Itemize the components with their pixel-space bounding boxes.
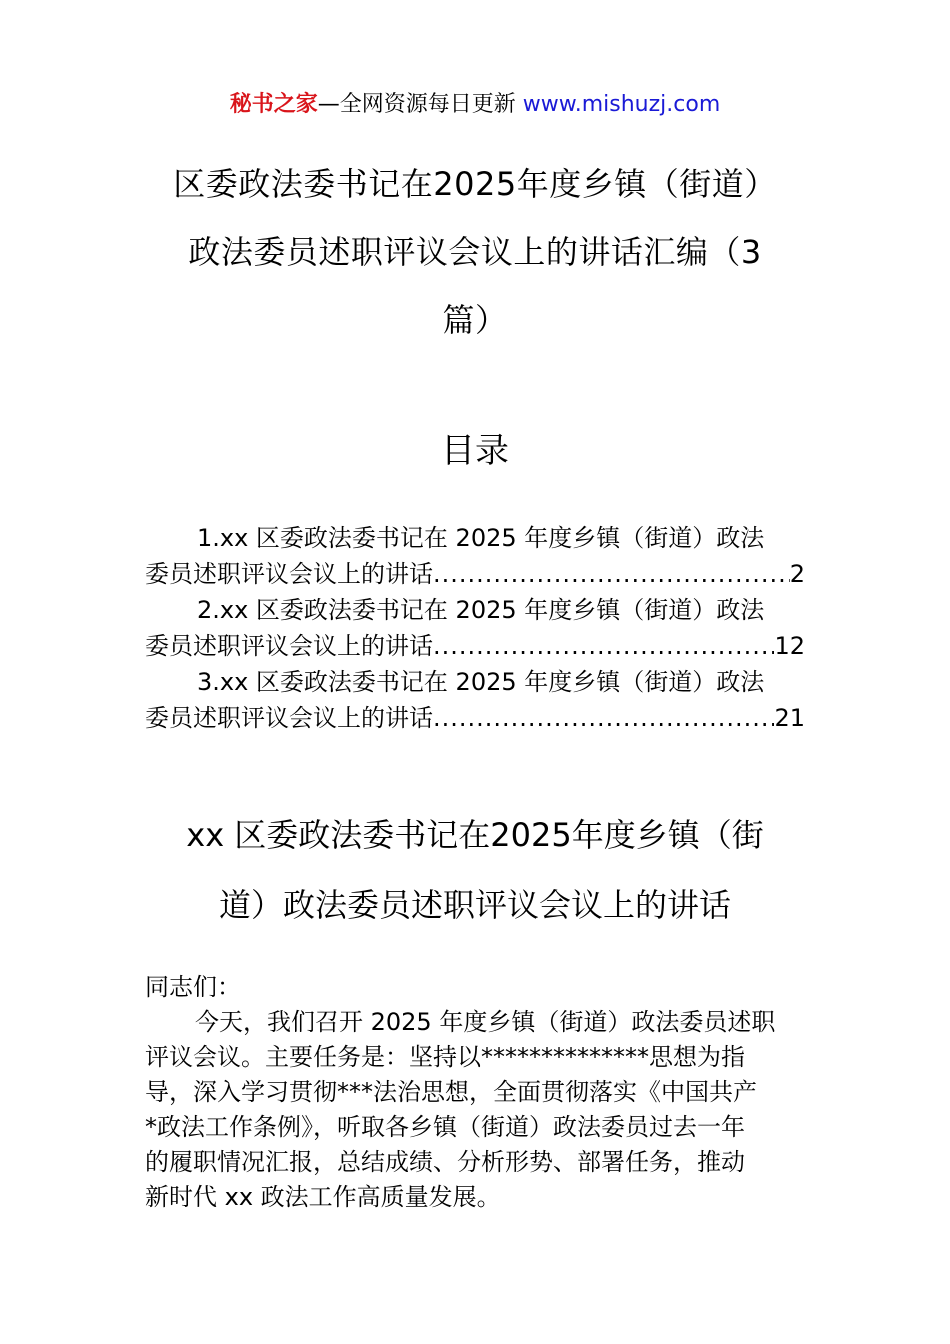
toc-page-number: 12 bbox=[774, 632, 805, 660]
section-title bbox=[120, 800, 830, 940]
toc-entry-title-cont: 委员述职评议会议上的讲话 bbox=[145, 704, 433, 732]
toc-entry-title-cont: 委员述职评议会议上的讲话 bbox=[145, 632, 433, 660]
site-url-link[interactable]: www.mishuzj.com bbox=[522, 92, 721, 117]
toc-leader-dots bbox=[433, 556, 790, 592]
body-line: *政法工作条例》，听取各乡镇（街道）政法委员过去一年 bbox=[145, 1113, 745, 1141]
toc-leader-dots bbox=[433, 700, 774, 736]
toc-entry-3[interactable] bbox=[145, 664, 805, 736]
toc-page-number: 2 bbox=[789, 560, 805, 588]
body-line: 新时代 xx 政法工作高质量发展。 bbox=[145, 1183, 501, 1211]
section-title-line-2: 道）政法委员述职评议会议上的讲话 bbox=[218, 886, 731, 924]
toc-entry-title-cont: 委员述职评议会议上的讲话 bbox=[145, 560, 433, 588]
body-line: 今天，我们召开 2025 年度乡镇（街道）政法委员述职 bbox=[195, 1008, 776, 1036]
salutation: 同志们： bbox=[145, 973, 241, 1001]
toc-heading: 目录 bbox=[441, 431, 509, 471]
body-line: 导，深入学习贯彻***法治思想，全面贯彻落实《中国共产 bbox=[145, 1078, 757, 1106]
document-title-line-3: 篇） bbox=[442, 301, 508, 339]
header-slogan: —全网资源每日更新 bbox=[317, 92, 523, 117]
document-title bbox=[120, 150, 830, 354]
toc-entry-title: 3.xx 区委政法委书记在 2025 年度乡镇（街道）政法 bbox=[197, 668, 765, 696]
section-title-line-1: xx 区委政法委书记在2025年度乡镇（街 bbox=[186, 816, 764, 854]
toc-entry-title: 2.xx 区委政法委书记在 2025 年度乡镇（街道）政法 bbox=[197, 596, 765, 624]
document-title-line-2: 政法委员述职评议会议上的讲话汇编（3 bbox=[188, 233, 762, 271]
document-title-line-1: 区委政法委书记在2025年度乡镇（街道） bbox=[173, 165, 777, 203]
toc-entry-title: 1.xx 区委政法委书记在 2025 年度乡镇（街道）政法 bbox=[197, 524, 765, 552]
toc-entry-1[interactable] bbox=[145, 520, 805, 592]
toc-entry-2[interactable] bbox=[145, 592, 805, 664]
body-line: 评议会议。主要任务是：坚持以**************思想为指 bbox=[145, 1043, 745, 1071]
site-header bbox=[0, 88, 950, 122]
toc-leader-dots bbox=[433, 628, 774, 664]
body-line: 的履职情况汇报，总结成绩、分析形势、部署任务，推动 bbox=[145, 1148, 745, 1176]
brand-name: 秘书之家 bbox=[229, 92, 318, 117]
speech-body bbox=[145, 970, 810, 1215]
table-of-contents bbox=[145, 520, 805, 736]
toc-page-number: 21 bbox=[774, 704, 805, 732]
